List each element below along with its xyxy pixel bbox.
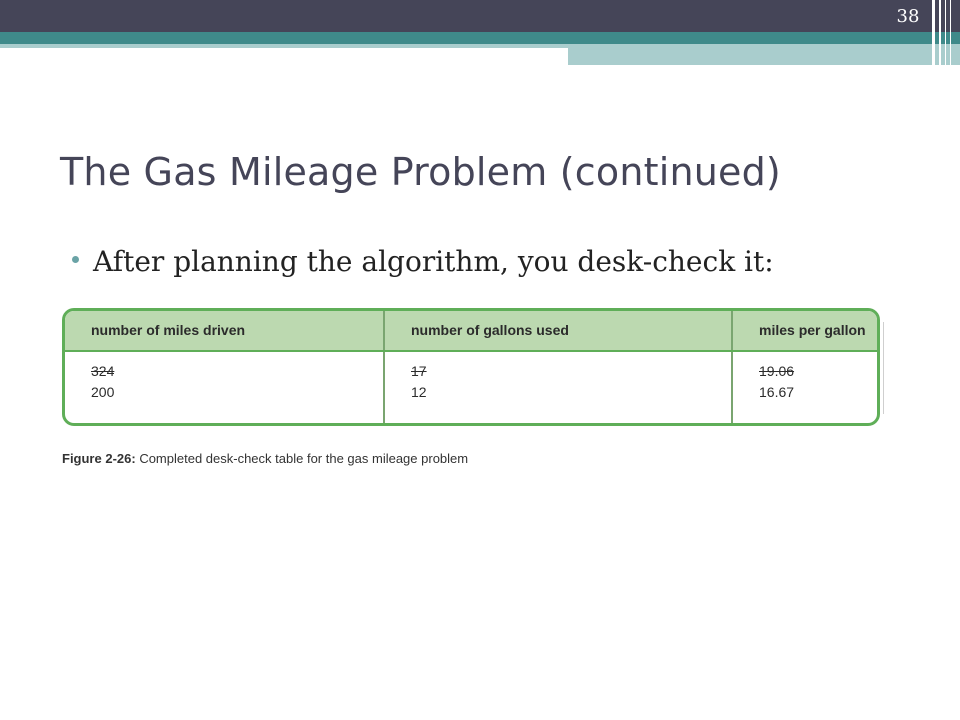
bullet-dot-icon xyxy=(72,256,79,263)
slide-title: The Gas Mileage Problem (continued) xyxy=(60,150,781,194)
top-pale-stripe xyxy=(0,44,568,48)
table-cell: 12 xyxy=(411,384,427,400)
header-miles-driven: number of miles driven xyxy=(65,311,385,350)
desk-check-table xyxy=(62,308,880,426)
bullet-item xyxy=(72,245,774,278)
header-miles-per-gallon: miles per gallon xyxy=(759,322,866,338)
caption-text: Completed desk-check table for the gas mileage problem xyxy=(139,451,469,466)
top-pale-block xyxy=(568,44,960,65)
column-miles-driven xyxy=(65,352,385,426)
decor-stripe xyxy=(939,0,941,65)
slide-number: 38 xyxy=(896,6,920,27)
table-cell: 17 xyxy=(411,363,427,379)
column-gallons-used xyxy=(385,352,733,426)
table-right-edge xyxy=(883,322,892,414)
figure-caption xyxy=(62,451,468,466)
decor-stripe xyxy=(950,0,951,65)
bullet-text: After planning the algorithm, you desk-check it: xyxy=(93,245,774,278)
table-header-row xyxy=(65,311,877,352)
column-miles-per-gallon xyxy=(733,352,877,426)
decor-stripe xyxy=(932,0,935,65)
top-dark-bar xyxy=(0,0,960,32)
table-cell: 16.67 xyxy=(759,384,795,400)
table-cell: 19.06 xyxy=(759,363,795,379)
table-cell: 200 xyxy=(91,384,115,400)
decor-stripe xyxy=(945,0,946,65)
table-cell: 324 xyxy=(91,363,115,379)
caption-label: Figure 2-26: xyxy=(62,451,136,466)
header-gallons-used: number of gallons used xyxy=(385,311,733,350)
top-teal-bar xyxy=(0,32,960,44)
table-body-row xyxy=(65,352,877,426)
